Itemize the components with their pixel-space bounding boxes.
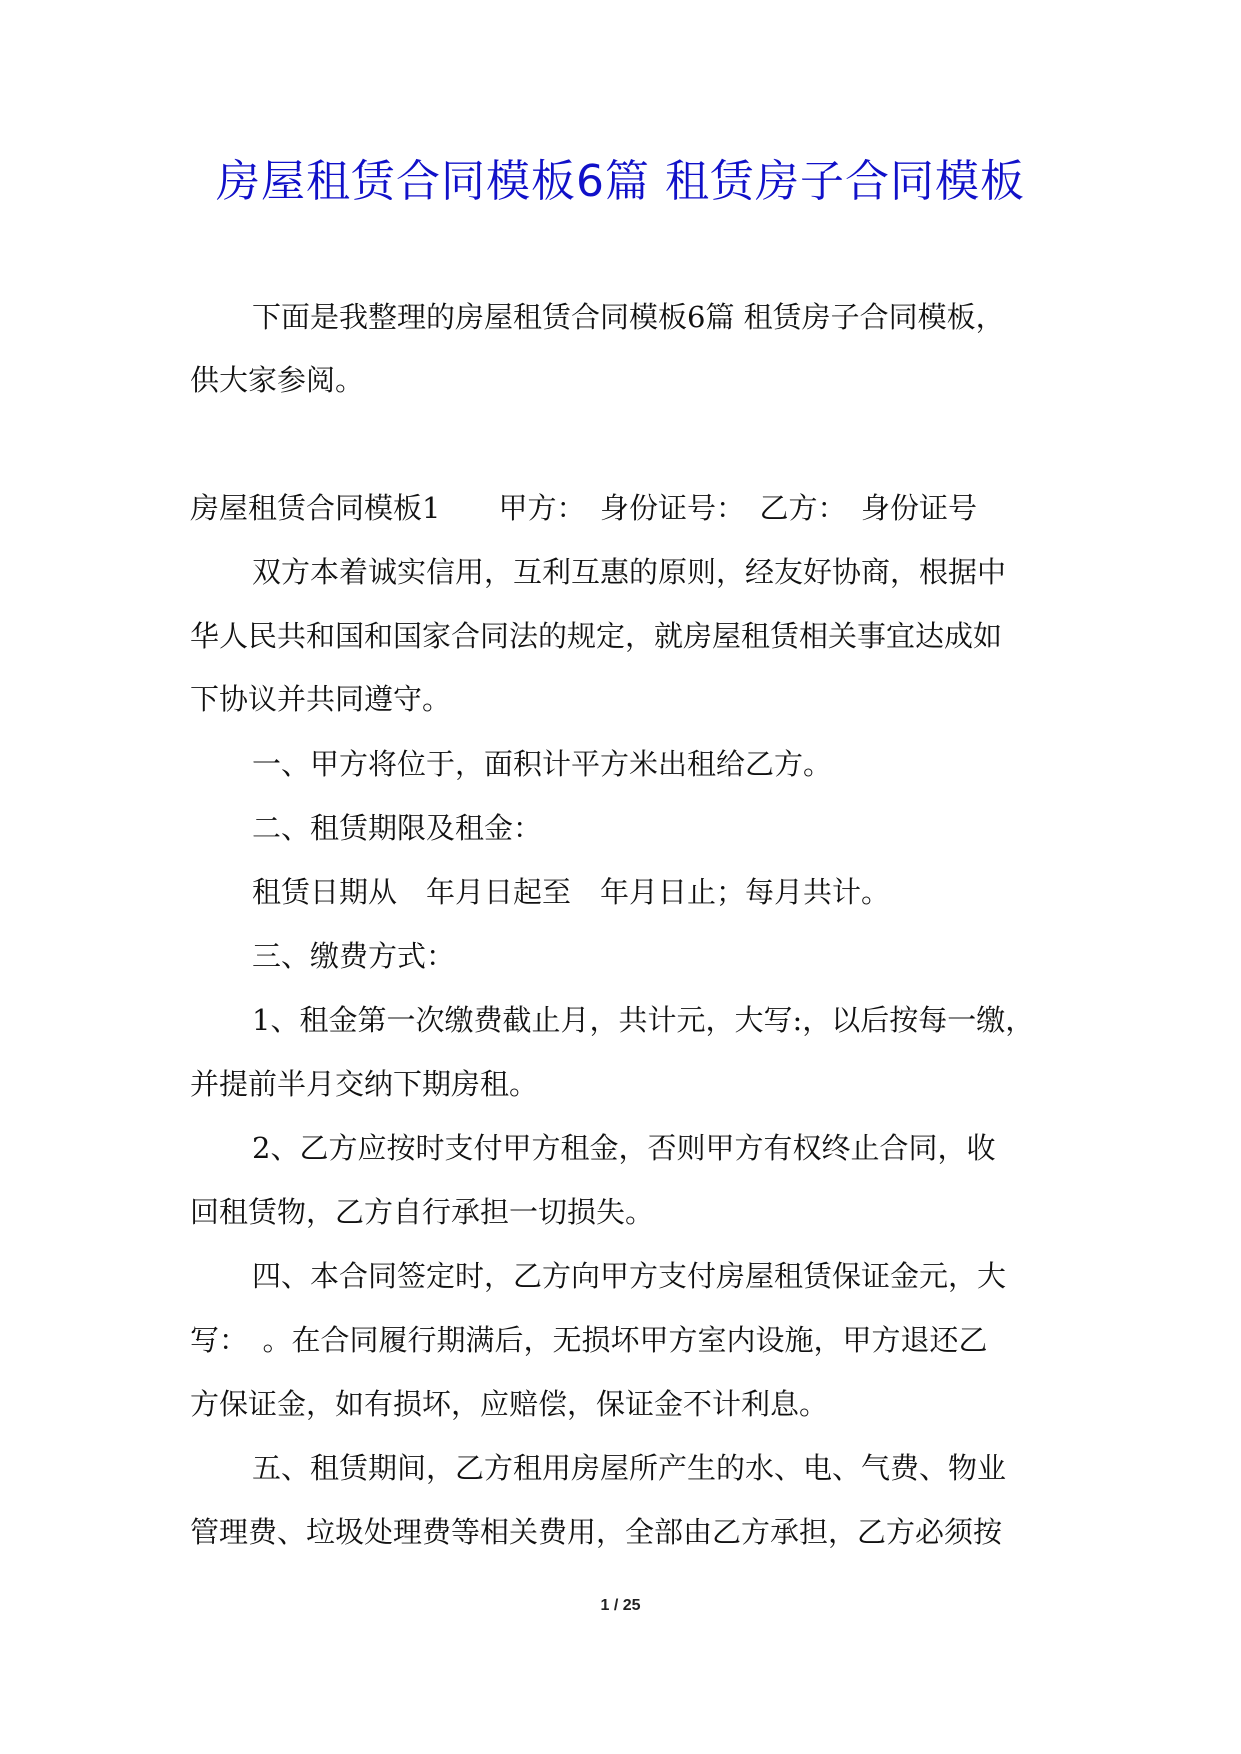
intro-line-2: 供大家参阅。 bbox=[190, 363, 365, 397]
paragraph-line: 五、租赁期间，乙方租用房屋所产生的水、电、气费、物业 bbox=[252, 1451, 1007, 1485]
paragraph-line: 二、租赁期限及租金： bbox=[252, 811, 543, 845]
section-heading-template-1: 房屋租赁合同模板1 甲方： 身份证号： 乙方： 身份证号 bbox=[190, 491, 977, 525]
paragraph-line: 三、缴费方式： bbox=[252, 939, 456, 973]
paragraph-line: 管理费、垃圾处理费等相关费用，全部由乙方承担，乙方必须按 bbox=[190, 1515, 1003, 1549]
paragraph-line: 一、甲方将位于，面积计平方米出租给乙方。 bbox=[252, 747, 833, 781]
paragraph-line: 租赁日期从 年月日起至 年月日止；每月共计。 bbox=[252, 875, 891, 909]
paragraph-line: 四、本合同签定时，乙方向甲方支付房屋租赁保证金元，大 bbox=[252, 1259, 1007, 1293]
paragraph-line: 回租赁物，乙方自行承担一切损失。 bbox=[190, 1195, 655, 1229]
paragraph-line: 华人民共和国和国家合同法的规定，就房屋租赁相关事宜达成如 bbox=[190, 619, 1003, 653]
paragraph-line: 并提前半月交纳下期房租。 bbox=[190, 1067, 539, 1101]
page-number: 1 / 25 bbox=[600, 1597, 641, 1614]
paragraph-line: 写： 。在合同履行期满后，无损坏甲方室内设施，甲方退还乙 bbox=[190, 1323, 988, 1357]
paragraph-line: 2、乙方应按时支付甲方租金，否则甲方有权终止合同，收 bbox=[252, 1131, 996, 1165]
paragraph-line: 方保证金，如有损坏，应赔偿，保证金不计利息。 bbox=[190, 1387, 829, 1421]
intro-line-1: 下面是我整理的房屋租赁合同模板6篇 租赁房子合同模板， bbox=[252, 300, 1005, 334]
paragraph-line: 下协议并共同遵守。 bbox=[190, 682, 452, 716]
paragraph-line: 1、租金第一次缴费截止月，共计元，大写:，以后按每一缴， bbox=[252, 1003, 1035, 1037]
paragraph-line: 双方本着诚实信用，互利互惠的原则，经友好协商，根据中 bbox=[252, 555, 1007, 589]
document-title: 房屋租赁合同模板6篇 租赁房子合同模板 bbox=[216, 156, 1025, 207]
